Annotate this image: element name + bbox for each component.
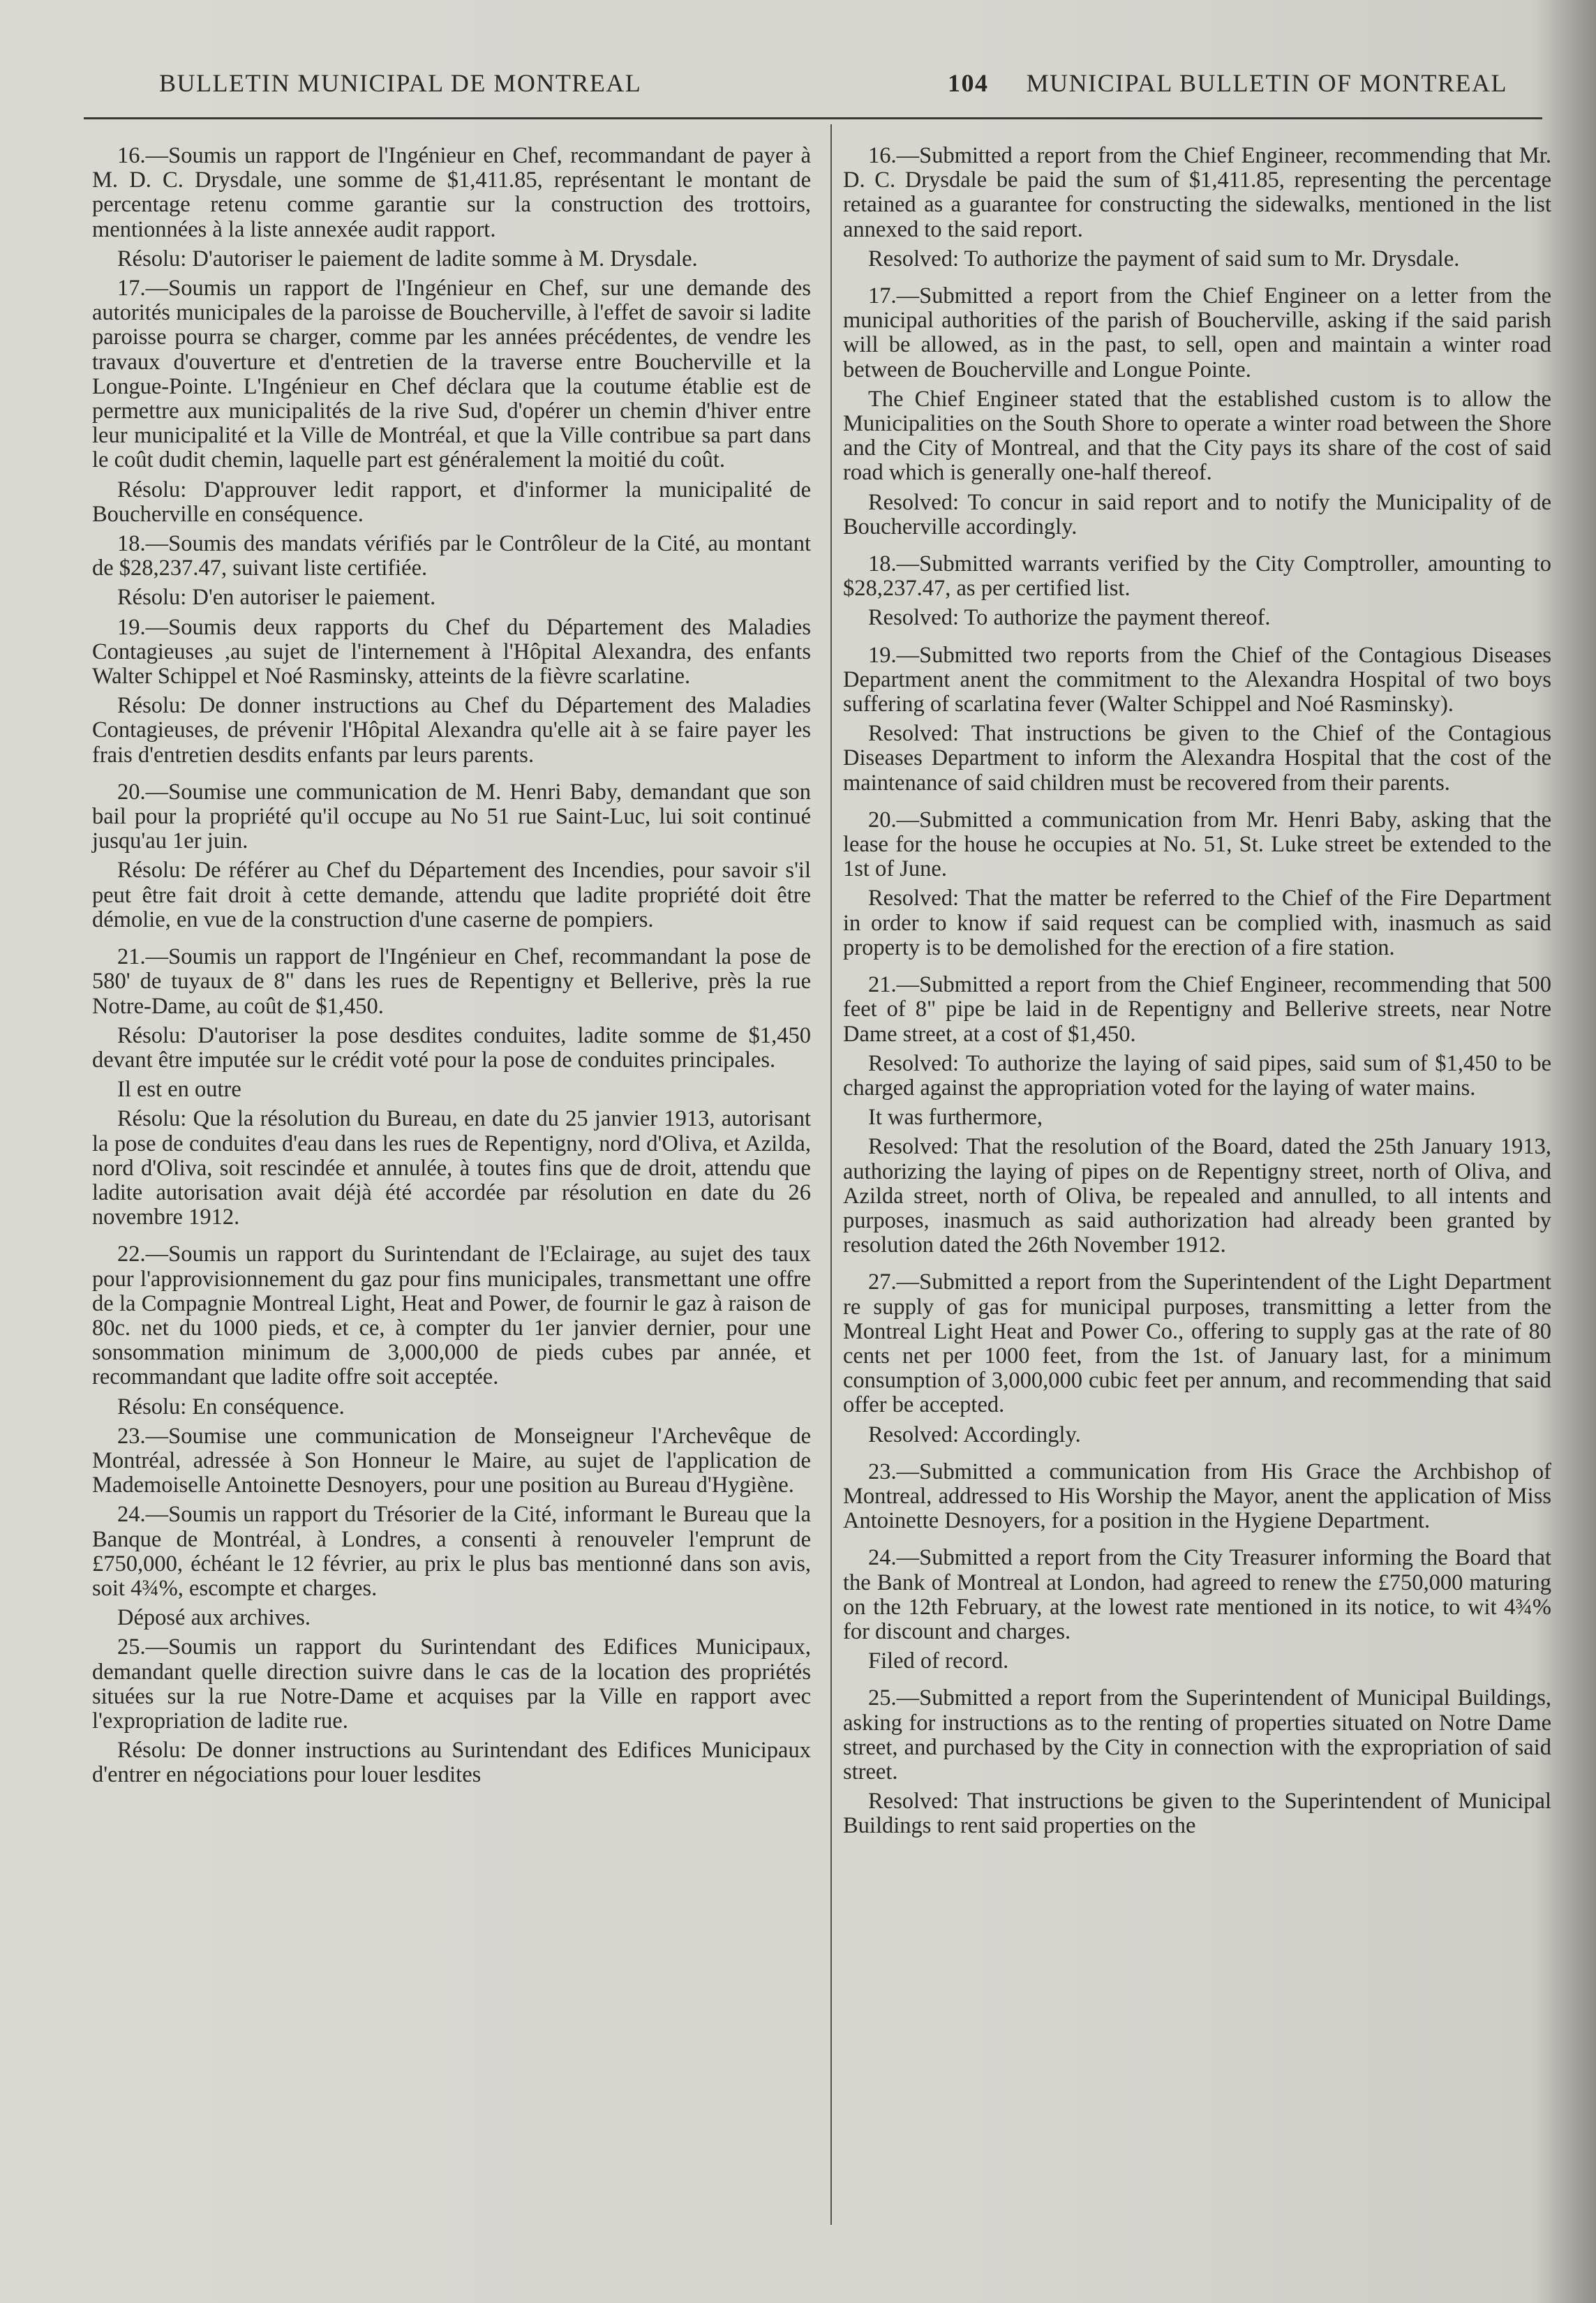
paragraph: Resolved: To authorize the laying of said pipes, said sum of $1,450 to be charged against the appropriation voted for the laying of water mains. — [843, 1050, 1551, 1101]
page-header — [140, 68, 1507, 107]
paragraph: 17.—Soumis un rapport de l'Ingénieur en Chef, sur une demande des autorités municipales de la paroisse de Boucherville, à l'effet de savoir si ladite paroisse pourra se charger, comme par les années précédentes, de vendre les travaux d'ouverture et d'entretien de la traverse entre Boucherville et la Longue-Pointe. L'Ingénieur en Chef déclara que la coutume établie est de permettre aux municipalités de la rive Sud, d'opérer un chemin d'hiver entre leur municipalité et la Ville de Montréal, et que la Ville contribue sa part dans le coût dudit chemin, laquelle part est généralement la moitié du coût. — [92, 276, 811, 473]
paragraph: 17.—Submitted a report from the Chief Engineer on a letter from the municipal authorities of the parish of Boucherville, asking if the said parish will be allowed, as in the past, to sell, open and maintain a winter road between de Boucherville and Longue Pointe. — [843, 283, 1551, 382]
paragraph: Résolu: D'autoriser le paiement de ladite somme à M. Drysdale. — [117, 246, 698, 271]
paragraph: 23.—Soumise une communication de Monseigneur l'Archevêque de Montréal, adressée à Son Honneur le Maire, au sujet de l'application de Mademoiselle Antoinette Desnoyers, pour une position au Bureau d'Hygiène. — [92, 1423, 811, 1498]
paragraph: Résolu: D'en autoriser le paiement. — [117, 585, 436, 611]
header-rule — [84, 117, 1542, 119]
paragraph: 23.—Submitted a communication from His Grace the Archbishop of Montreal, addressed to His Worship the Mayor, anent the application of Miss Antoinette Desnoyers, for a position in the Hygiene Department. — [843, 1459, 1551, 1534]
paragraph: 22.—Soumis un rapport du Surintendant de l'Eclairage, au sujet des taux pour l'approvisionnement du gaz pour fins municipales, transmettant une offre de la Compagnie Montreal Light, Heat and Power, de fournir le gaz à raison de 80c. net du 1000 pieds, et ce, à compter du 1er janvier dernier, pour une sonsommation minimum de 3,000,000 de pieds cubes par année, et recommandant que ladite offre soit acceptée. — [92, 1242, 811, 1390]
paragraph: Filed of record. — [868, 1648, 1009, 1674]
paragraph: 21.—Submitted a report from the Chief Engineer, recommending that 500 feet of 8" pipe be laid in de Repentigny and Bellerive streets, near Notre Dame street, at a cost of $1,450. — [843, 972, 1551, 1047]
paragraph: 16.—Soumis un rapport de l'Ingénieur en Chef, recommandant de payer à M. D. C. Drysdale, une somme de $1,411.85, représentant le montant de percentage retenu comme garantie sur la construction des trottoirs, mentionnées à la liste annexée audit rapport. — [92, 143, 811, 242]
paragraph: Résolu: De référer au Chef du Département des Incendies, pour savoir s'il peut être fait droit à cette demande, attendu que ladite propriété doit être démolie, en vue de la construction d'une caserne de pompiers. — [92, 858, 811, 932]
paragraph: Resolved: That instructions be given to the Chief of the Contagious Diseases Department to inform the Alexandra Hospital that the cost of the maintenance of said children must be recovered from their parents. — [843, 721, 1551, 796]
paragraph: Resolved: To authorize the payment thereof. — [868, 605, 1271, 631]
paragraph: Resolved: Accordingly. — [868, 1422, 1081, 1447]
header-title-french: BULLETIN MUNICIPAL DE MONTREAL — [159, 69, 642, 97]
paragraph: 27.—Submitted a report from the Superintendent of the Light Department re supply of gas for municipal purposes, transmitting a letter from the Montreal Light Heat and Power Co., offering to supply gas at the rate of 80 cents net per 1000 feet, from the 1st. of January last, for a minimum consumption of 3,000,000 cubic feet per annum, and recommending that said offer be accepted. — [843, 1269, 1551, 1418]
paragraph: Resolved: That the resolution of the Board, dated the 25th January 1913, authorizing the laying of pipes on de Repentigny street, north of Oliva, and Azilda street, north of Oliva, be repealed and annulled, to all intents and purposes, inasmuch as said authorization had already been granted by resolution dated the 26th November 1912. — [843, 1134, 1551, 1258]
paragraph: Resolved: To authorize the payment of said sum to Mr. Drysdale. — [868, 246, 1460, 271]
paragraph: Résolu: En conséquence. — [117, 1394, 345, 1419]
paragraph: 18.—Soumis des mandats vérifiés par le Contrôleur de la Cité, au montant de $28,237.47, suivant liste certifiée. — [92, 531, 811, 581]
paragraph: It was furthermore, — [868, 1105, 1043, 1131]
paragraph: Résolu: De donner instructions au Chef du Département des Maladies Contagieuses, de prévenir l'Hôpital Alexandra qu'elle ait à se faire payer les frais d'entretien desdits enfants par leurs parents. — [92, 693, 811, 768]
french-column — [92, 144, 811, 1793]
paragraph: 20.—Soumise une communication de M. Henri Baby, demandant que son bail pour la propriété qu'il occupe au No 51 rue Saint-Luc, lui soit continué jusqu'au 1er juin. — [92, 779, 811, 854]
page-number: 104 — [948, 69, 989, 97]
paragraph: Resolved: That the matter be referred to the Chief of the Fire Department in order to know if said request can be complied with, inasmuch as said property is to be demolished for the erection of a fire station. — [843, 886, 1551, 960]
paragraph: 24.—Soumis un rapport du Trésorier de la Cité, informant le Bureau que la Banque de Montréal, à Londres, a consenti à renouveler l'emprunt de £750,000, échéant le 12 février, au prix le plus bas mentionné dans son avis, soit 4¾%, escompte et charges. — [92, 1502, 811, 1601]
paragraph: The Chief Engineer stated that the established custom is to allow the Municipalities on the South Shore to operate a winter road between the Shore and the City of Montreal, and that the City pays its share of the cost of said road which is generally one-half thereof. — [843, 386, 1551, 486]
paragraph: Résolu: De donner instructions au Surintendant des Edifices Municipaux d'entrer en négociations pour louer lesdites — [92, 1738, 811, 1788]
paragraph: 21.—Soumis un rapport de l'Ingénieur en Chef, recommandant la pose de 580' de tuyaux de 8" dans les rues de Repentigny et Bellerive, près la rue Notre-Dame, au coût de $1,450. — [92, 944, 811, 1019]
paragraph: 18.—Submitted warrants verified by the City Comptroller, amounting to $28,237.47, as per certified list. — [843, 551, 1551, 602]
paragraph: Déposé aux archives. — [117, 1605, 311, 1631]
paragraph: 25.—Soumis un rapport du Surintendant des Edifices Municipaux, demandant quelle direction suivre dans le cas de la location des propriétés situées sur la rue Notre-Dame et acquises par la Ville en rapport avec l'expropriation de ladite rue. — [92, 1634, 811, 1734]
paragraph: Il est en outre — [117, 1077, 241, 1103]
paragraph: Resolved: To concur in said report and to notify the Municipality of de Boucherville accordingly. — [843, 489, 1551, 539]
paragraph: 16.—Submitted a report from the Chief Engineer, recommending that Mr. D. C. Drysdale be paid the sum of $1,411.85, representing the percentage retained as a guarantee for constructing the sidewalks, mentioned in the list annexed to the said report. — [843, 143, 1551, 242]
english-column — [843, 144, 1551, 1844]
paragraph: 25.—Submitted a report from the Superintendent of Municipal Buildings, asking for instructions as to the renting of properties situated on Notre Dame street, and purchased by the City in connection with the expropriation of said street. — [843, 1685, 1551, 1784]
column-divider — [830, 124, 832, 2225]
paragraph: Resolved: That instructions be given to the Superintendent of Municipal Buildings to rent said properties on the — [843, 1789, 1551, 1839]
header-title-english: MUNICIPAL BULLETIN OF MONTREAL — [1026, 69, 1507, 97]
paragraph: Résolu: Que la résolution du Bureau, en date du 25 janvier 1913, autorisant la pose de conduites d'eau dans les rues de Repentigny, nord d'Oliva, et Azilda, nord d'Oliva, soit rescindée et annulée, à toutes fins que de droit, attendu que ladite autorisation avait déjà été accordée par résolution en date du 26 novembre 1912. — [92, 1106, 811, 1230]
paragraph: Résolu: D'autoriser la pose desdites conduites, ladite somme de $1,450 devant être imputée sur le crédit voté pour la pose de conduites principales. — [92, 1022, 811, 1073]
paragraph: 20.—Submitted a communication from Mr. Henri Baby, asking that the lease for the house he occupies at No. 51, St. Luke street be extended to the 1st of June. — [843, 807, 1551, 882]
paragraph: 24.—Submitted a report from the City Treasurer informing the Board that the Bank of Montreal at London, had agreed to renew the £750,000 maturing on the 12th February, at the lowest rate mentioned in its notice, to wit 4¾% for discount and charges. — [843, 1545, 1551, 1644]
paragraph: 19.—Submitted two reports from the Chief of the Contagious Diseases Department anent the commitment to the Alexandra Hospital of two boys suffering of scarlatina fever (Walter Schippel and Noé Rasminsky). — [843, 642, 1551, 717]
paragraph: 19.—Soumis deux rapports du Chef du Département des Maladies Contagieuses ,au sujet de l'internement à l'Hôpital Alexandra, des enfants Walter Schippel et Noé Rasminsky, atteints de la fièvre scarlatine. — [92, 614, 811, 690]
paragraph: Résolu: D'approuver ledit rapport, et d'informer la municipalité de Boucherville en conséquence. — [92, 477, 811, 527]
